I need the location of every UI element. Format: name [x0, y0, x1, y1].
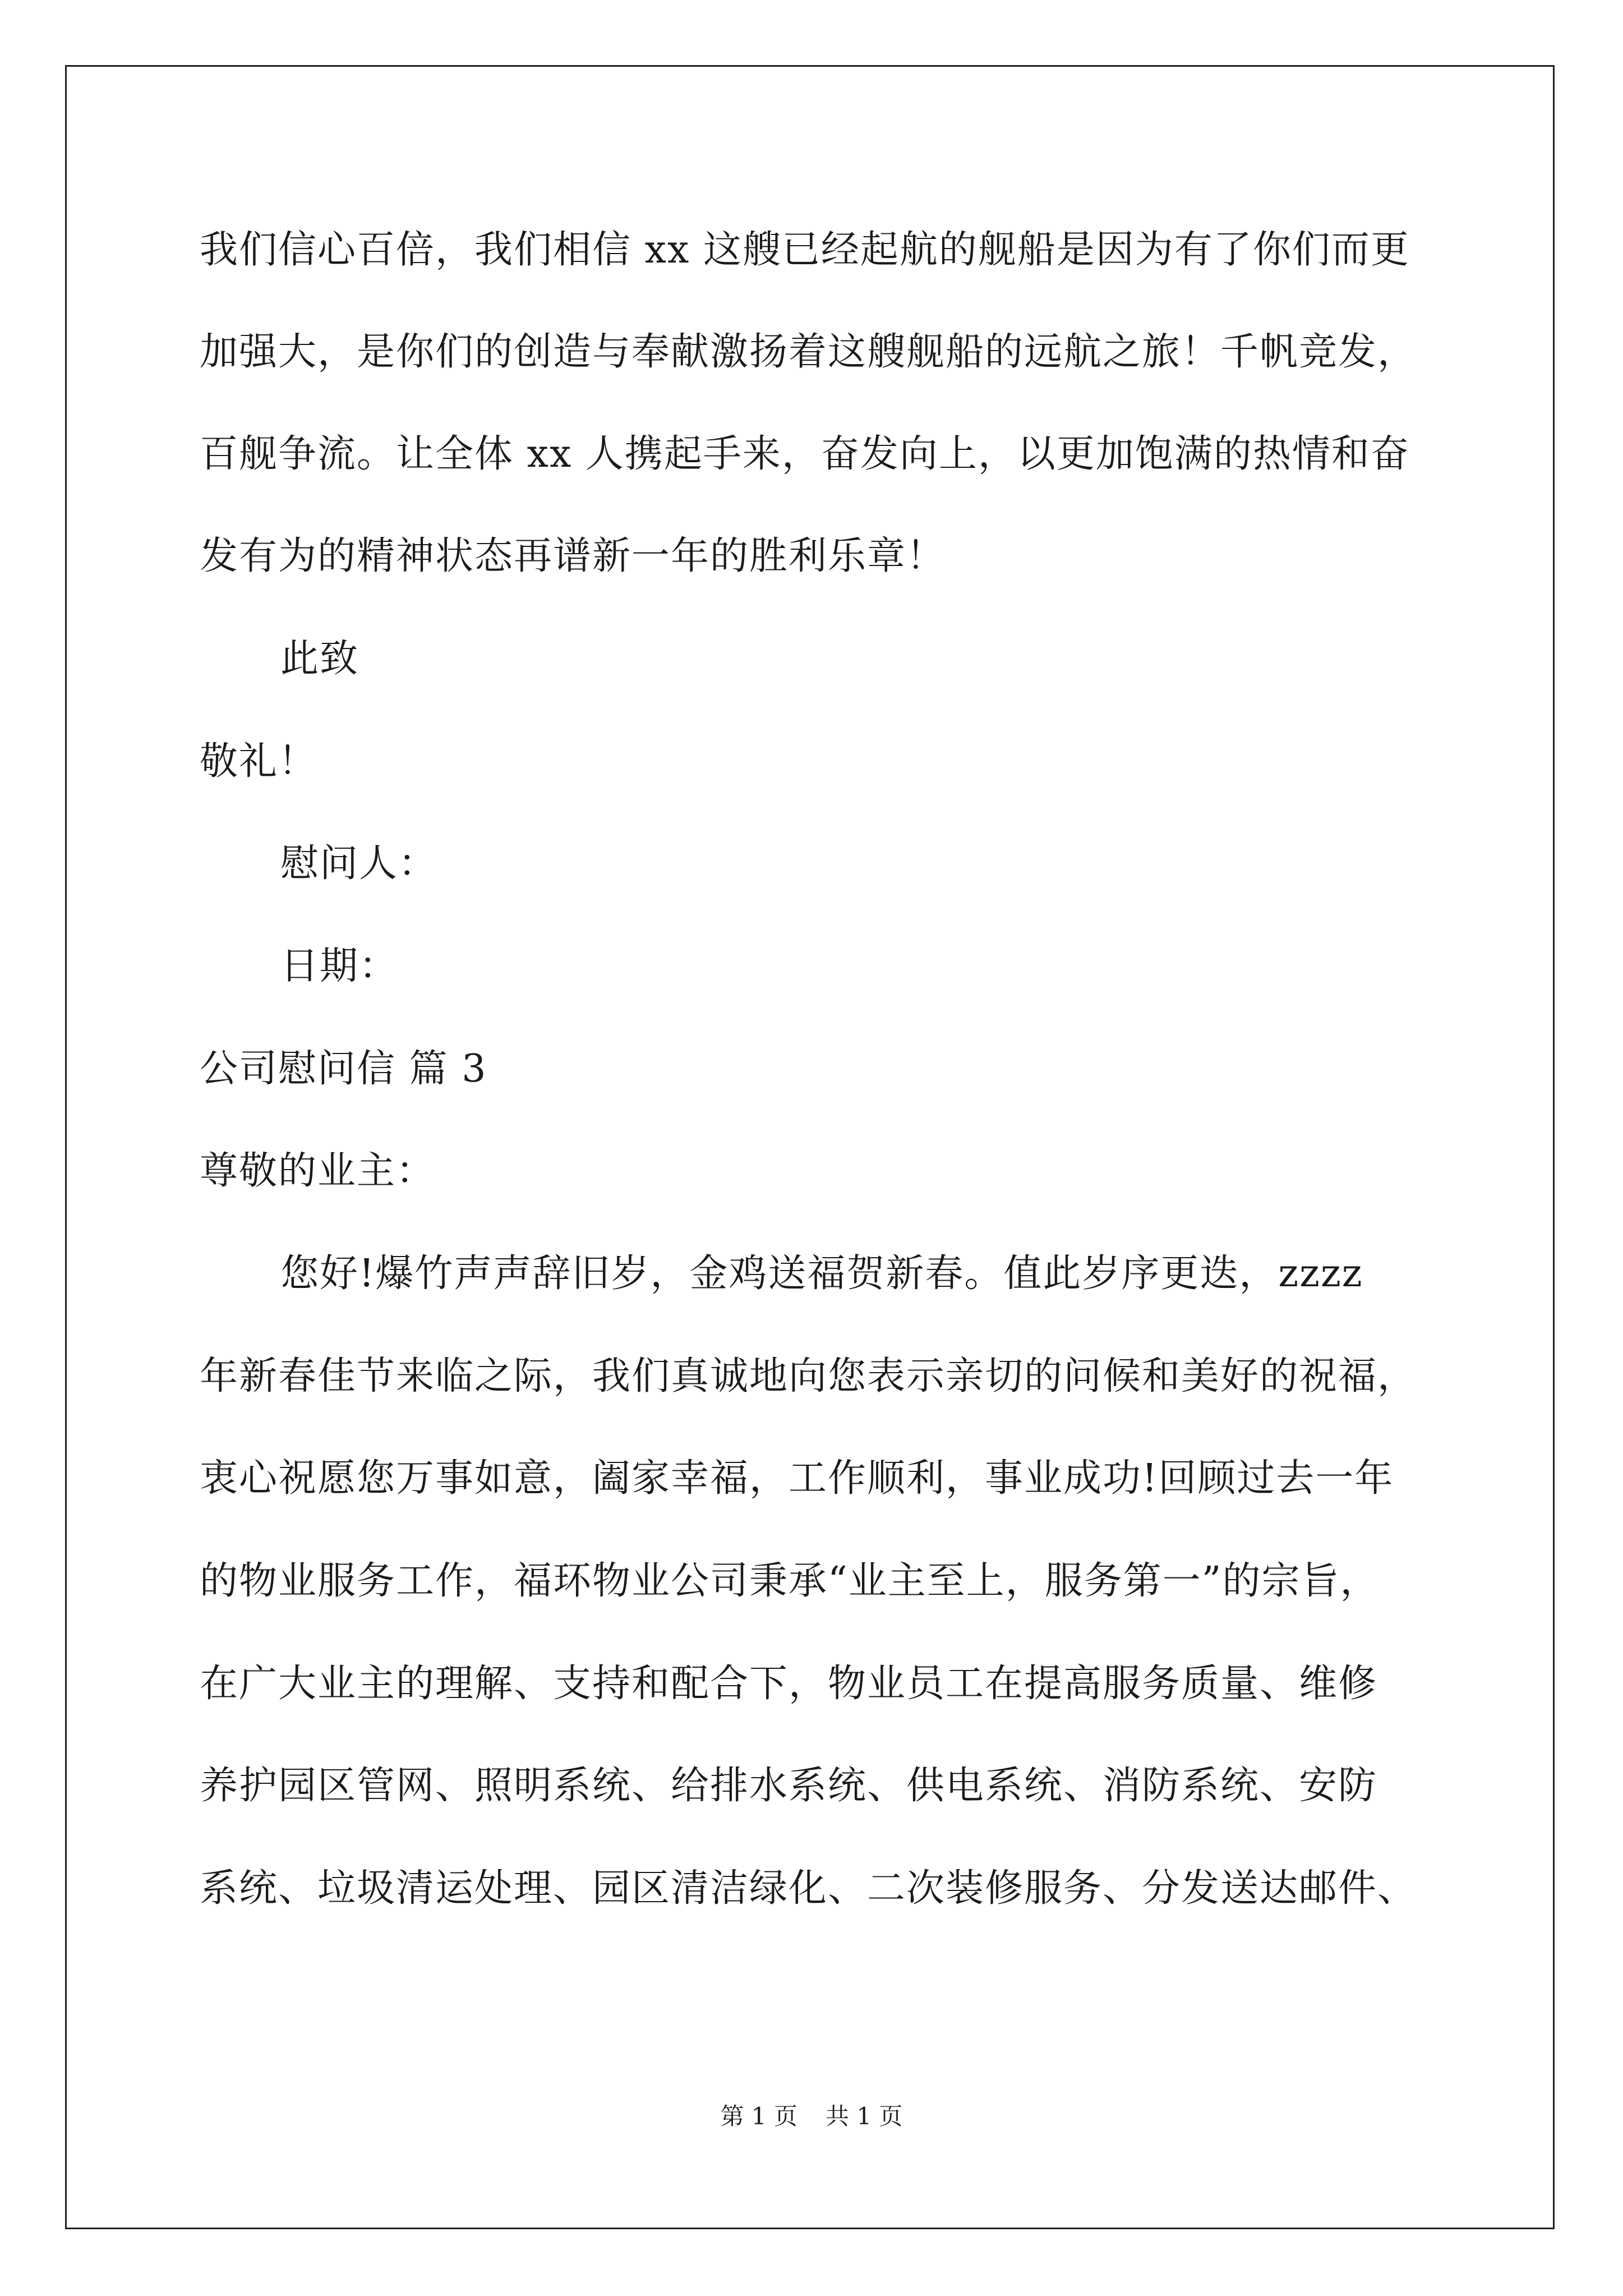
paragraph-line: 在广大业主的理解、支持和配合下，物业员工在提高服务质量、维修: [200, 1662, 1378, 1706]
greeting: 尊敬的业主：: [200, 1149, 436, 1193]
paragraph-line: 的物业服务工作，福环物业公司秉承“业主至上，服务第一”的宗旨，: [200, 1559, 1380, 1603]
paragraph-line: 百舰争流。让全体 xx 人携起手来，奋发向上，以更加饱满的热情和奋: [200, 432, 1410, 476]
page-footer: [0, 2102, 1623, 2131]
paragraph-line: 加强大，是你们的创造与奉献激扬着这艘舰船的远航之旅！千帆竞发，: [200, 330, 1417, 374]
section-heading: 公司慰问信 篇 3: [200, 1047, 487, 1091]
paragraph-line: 系统、垃圾清运处理、园区清洁绿化、二次装修服务、分发送达邮件、: [200, 1866, 1417, 1911]
paragraph-line: 发有为的精神状态再谱新一年的胜利乐章！: [200, 534, 946, 578]
date-label: 日期：: [280, 944, 399, 988]
sender-label: 慰问人：: [280, 841, 438, 886]
paragraph-line: 衷心祝愿您万事如意，阖家幸福，工作顺利，事业成功!回顾过去一年: [200, 1456, 1394, 1501]
paragraph-line: 年新春佳节来临之际，我们真诚地向您表示亲切的问候和美好的祝福，: [200, 1354, 1417, 1398]
page-number-total: 共 1 页: [826, 2102, 903, 2130]
closing-salutation: 此致: [280, 637, 359, 681]
page-number-current: 第 1 页: [720, 2102, 797, 2130]
paragraph-line: 养护园区管网、照明系统、给排水系统、供电系统、消防系统、安防: [200, 1764, 1378, 1808]
closing-regards: 敬礼！: [200, 739, 318, 784]
paragraph-line: 您好!爆竹声声辞旧岁，金鸡送福贺新春。值此岁序更迭，zzzz: [280, 1251, 1363, 1296]
paragraph-line: 我们信心百倍，我们相信 xx 这艘已经起航的舰船是因为有了你们而更: [200, 228, 1410, 272]
